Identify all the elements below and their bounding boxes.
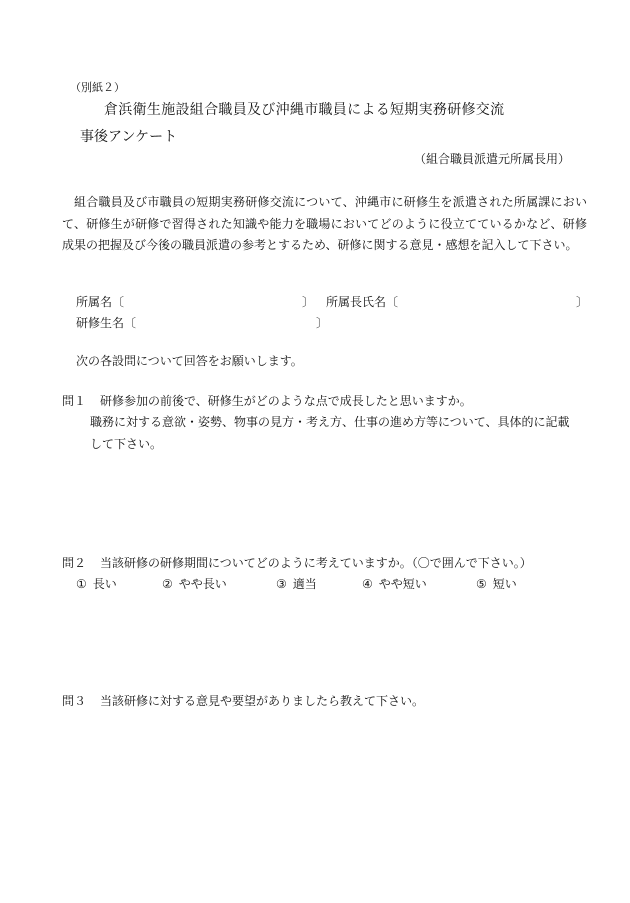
q2-option-2-mark: ② bbox=[162, 577, 173, 591]
attachment-note: （別紙２） bbox=[70, 81, 125, 94]
q2-option-2[interactable] bbox=[162, 575, 227, 592]
q2-number: 問２ bbox=[62, 556, 87, 570]
q3-text: 当該研修に対する意見や要望がありましたら教えて下さい。 bbox=[100, 694, 425, 708]
q2-text: 当該研修の研修期間についてどのように考えていますか。（〇で囲んで下さい。） bbox=[100, 556, 532, 570]
q2-option-1-mark: ① bbox=[76, 577, 87, 591]
q2-option-1-label: 長い bbox=[92, 577, 117, 591]
q1-subtext: 職務に対する意欲・姿勢、物事の見方・考え方、仕事の進め方等について、具体的に記載して下さい。 bbox=[90, 415, 570, 451]
q3-number: 問３ bbox=[62, 694, 87, 708]
q1-text: 研修参加の前後で、研修生がどのような点で成長したと思いますか。 bbox=[100, 394, 472, 408]
instructions-lead: 次の各設問について回答をお願いします。 bbox=[76, 354, 303, 368]
q2-option-5-mark: ⑤ bbox=[476, 577, 487, 591]
q2-option-4-label: やや短い bbox=[378, 577, 427, 591]
trainee-close-bracket: 〕 bbox=[316, 316, 329, 330]
trainee-label: 研修生名〔 bbox=[76, 316, 137, 330]
q2-option-5[interactable] bbox=[476, 575, 517, 592]
q2-option-3-mark: ③ bbox=[276, 577, 287, 591]
q2-option-3-label: 適当 bbox=[292, 577, 317, 591]
q2-option-1[interactable] bbox=[76, 575, 117, 592]
q2-option-2-label: やや長い bbox=[178, 577, 227, 591]
intro-paragraph: 組合職員及び市職員の短期実務研修交流について、沖縄市に研修生を派遣された所属課において、研修生が研修で習得された知識や能力を職場においてどのように役立てているかなど、研修成果の把握及び今後の職員派遣の参考とするため、研修に関する意見・感想を記入して下さい。 bbox=[62, 195, 587, 252]
q2-option-4[interactable] bbox=[362, 575, 427, 592]
q2-option-3[interactable] bbox=[276, 575, 317, 592]
title-line-2: 事後アンケート bbox=[80, 129, 178, 145]
target-audience: （組合職員派遣元所属長用） bbox=[414, 152, 571, 166]
head-close-bracket: 〕 bbox=[576, 295, 589, 309]
head-label: 所属長氏名〔 bbox=[326, 295, 399, 309]
title-line-1: 倉浜衛生施設組合職員及び沖縄市職員による短期実務研修交流 bbox=[104, 102, 505, 118]
q1-number: 問１ bbox=[62, 394, 87, 408]
dept-label: 所属名〔 bbox=[76, 295, 125, 309]
dept-close-bracket: 〕 bbox=[302, 295, 315, 309]
q2-option-5-label: 短い bbox=[492, 577, 517, 591]
q2-option-4-mark: ④ bbox=[362, 577, 373, 591]
